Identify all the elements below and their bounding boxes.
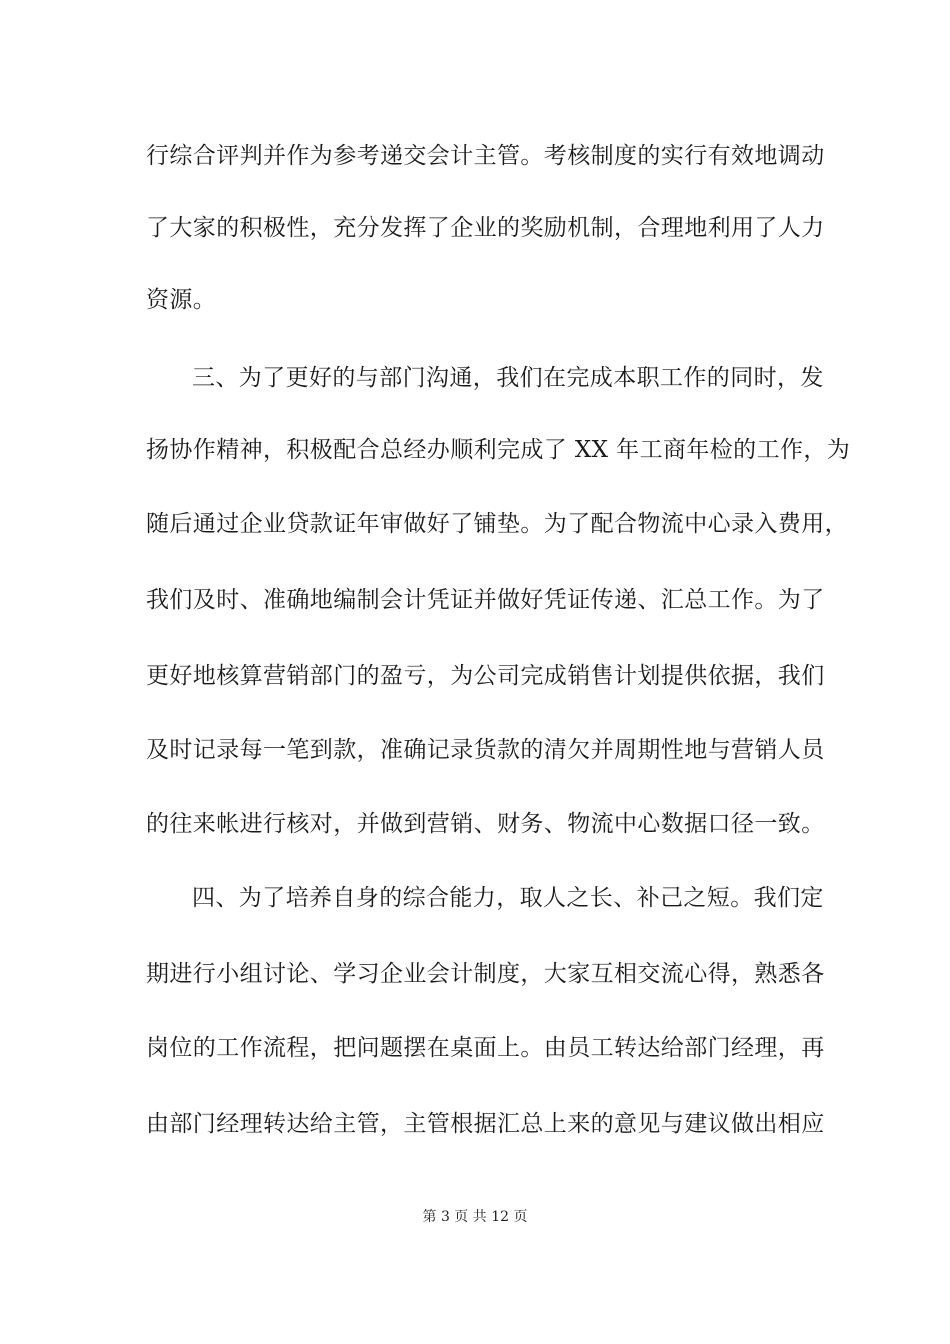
paragraph-line: 了大家的积极性，充分发挥了企业的奖励机制，合理地利用了人力 <box>146 215 825 241</box>
paragraph-line: 扬协作精神，积极配合总经办顺利完成了 XX 年工商年检的工作，为 <box>146 437 851 463</box>
page-number-label: 第 3 页 共 12 页 <box>422 1209 528 1225</box>
page-footer <box>0 1208 950 1226</box>
paragraph-line: 四、为了培养自身的综合能力，取人之长、补己之短。我们定 <box>192 885 824 911</box>
paragraph-line: 资源。 <box>146 287 217 313</box>
paragraph-line: 随后通过企业贷款证年审做好了铺垫。为了配合物流中心录入费用， <box>146 511 848 537</box>
paragraph-line: 我们及时、准确地编制会计凭证并做好凭证传递、汇总工作。为了 <box>146 587 825 613</box>
paragraph-line: 行综合评判并作为参考递交会计主管。考核制度的实行有效地调动 <box>146 143 825 169</box>
paragraph-line: 三、为了更好的与部门沟通，我们在完成本职工作的同时，发 <box>192 365 824 391</box>
paragraph-line: 由部门经理转达给主管，主管根据汇总上来的意见与建议做出相应 <box>146 1111 825 1137</box>
paragraph-line: 更好地核算营销部门的盈亏，为公司完成销售计划提供依据，我们 <box>146 663 825 689</box>
paragraph-line: 及时记录每一笔到款，准确记录货款的清欠并周期性地与营销人员 <box>146 737 825 763</box>
paragraph-line: 岗位的工作流程，把问题摆在桌面上。由员工转达给部门经理，再 <box>146 1035 825 1061</box>
paragraph-line: 的往来帐进行核对，并做到营销、财务、物流中心数据口径一致。 <box>146 811 825 837</box>
paragraph-line: 期进行小组讨论、学习企业会计制度，大家互相交流心得，熟悉各 <box>146 961 825 987</box>
